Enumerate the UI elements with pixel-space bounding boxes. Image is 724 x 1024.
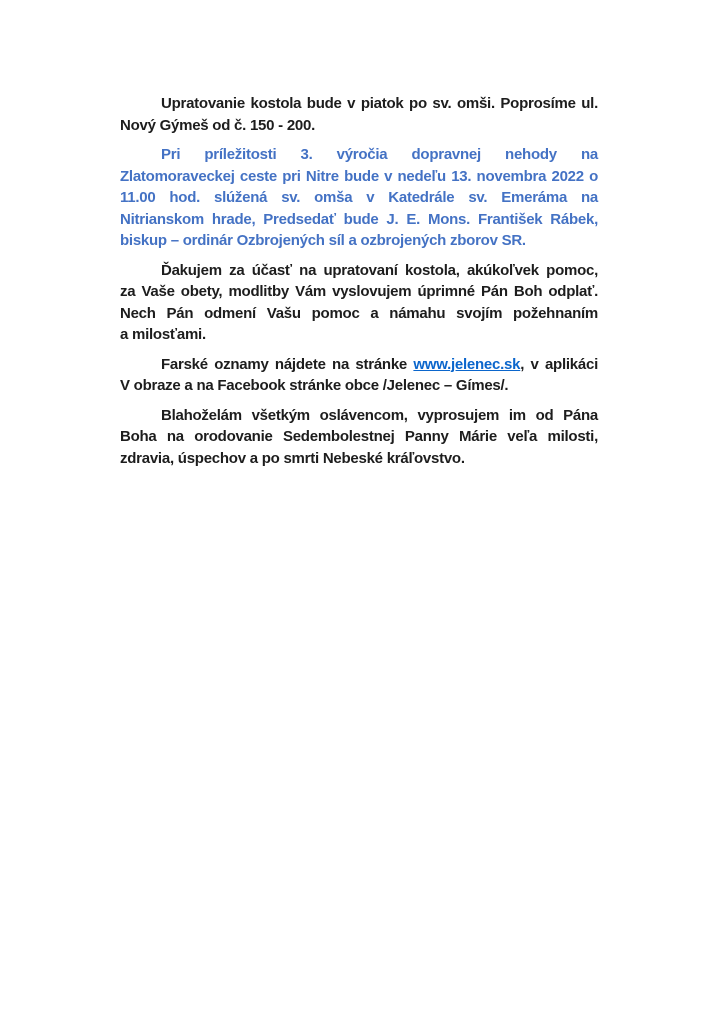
text-line (120, 354, 598, 376)
text-line: a milosťami. (120, 326, 206, 343)
text-line: Boha na orodovanie Sedembolestnej Panny Márie veľa milosti, (120, 428, 598, 445)
text-line: Nový Gýmeš od č. 150 - 200. (120, 116, 316, 134)
text-line: Blahoželám všetkým oslávencom, vyprosujem im od Pána (161, 406, 598, 424)
text-line: Ďakujem za účasť na upratovaní kostola, akúkoľvek pomoc, (161, 261, 598, 279)
text-line: biskup – ordinár Ozbrojených síl a ozbrojených zborov SR. (120, 232, 526, 249)
paragraph-thanks (120, 260, 598, 346)
text-line: V obraze a na Facebook stránke obce /Jelenec – Gímes/. (120, 377, 509, 394)
parish-news-post-link-text: , v aplikáci (520, 355, 598, 373)
text-line: 11.00 hod. slúžená sv. omša v Katedrále sv. Emeráma na (120, 189, 598, 206)
paragraph-church-cleaning (120, 93, 598, 136)
text-line: zdravia, úspechov a po smrti Nebeské kráľovstvo. (120, 449, 465, 467)
paragraph-parish-news (120, 354, 598, 397)
text-line: za Vaše obety, modlitby Vám vyslovujem úprimné Pán Boh odplať. (120, 283, 598, 300)
paragraph-congratulations (120, 405, 598, 470)
parish-news-pre-link-text: Farské oznamy nájdete na stránke (161, 355, 414, 373)
paragraph-memorial-mass (120, 144, 598, 252)
text-line: Upratovanie kostola bude v piatok po sv. omši. Poprosíme ul. (161, 95, 598, 112)
announcements-body (120, 93, 598, 477)
text-line: Zlatomoraveckej ceste pri Nitre bude v nedeľu 13. novembra 2022 o (120, 167, 598, 185)
text-line: Nech Pán odmení Vašu pomoc a námahu svojím požehnaním (120, 304, 598, 322)
text-line: Pri príležitosti 3. výročia dopravnej nehody na (161, 146, 598, 163)
jelenec-website-link[interactable]: www.jelenec.sk (413, 355, 521, 373)
text-line: Nitrianskom hrade, Predsedať bude J. E. Mons. František Rábek, (120, 210, 598, 228)
